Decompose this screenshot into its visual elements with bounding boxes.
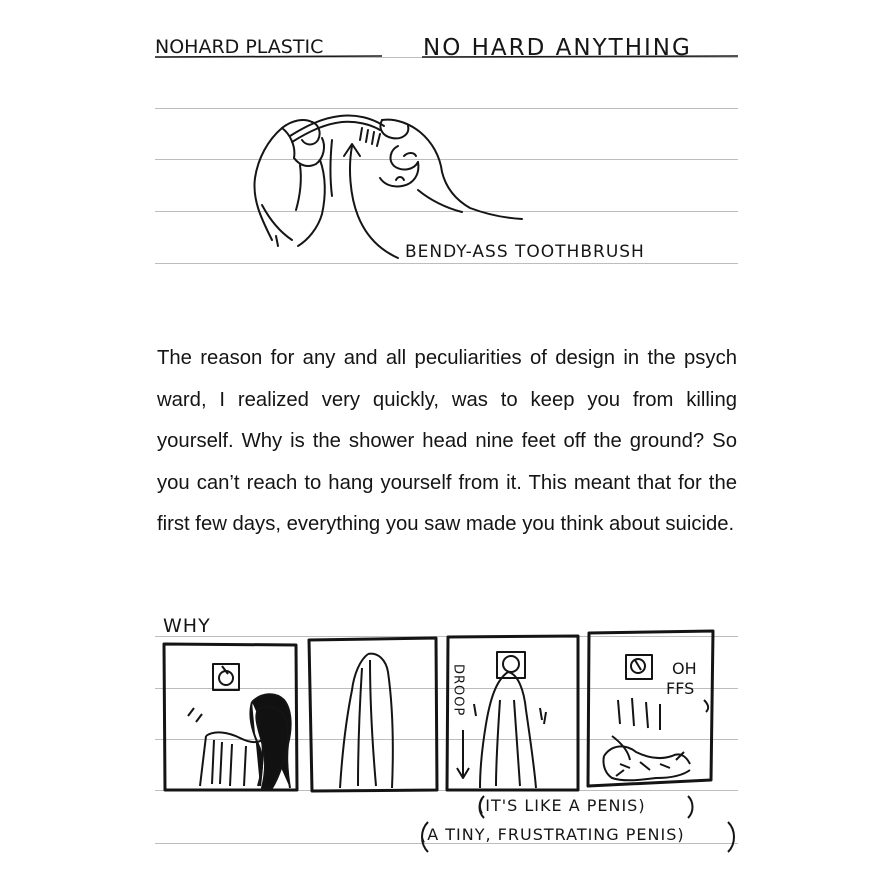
comic-strip: [164, 631, 713, 791]
heading-no-hard-plastic: NOHARD PLASTIC: [155, 36, 324, 58]
speech-pointer: [704, 700, 708, 712]
hanging-towel-icon: [340, 654, 393, 788]
caption-bendy-toothbrush: BENDY-ASS TOOTHBRUSH: [405, 242, 645, 262]
panel-4-ffs-text: FFS: [666, 679, 695, 698]
shower-head-icon: [213, 664, 239, 690]
heading-underline: [155, 56, 738, 57]
heading-no-hard-anything: NO HARD ANYTHING: [423, 35, 692, 61]
drooping-towel-icon: [474, 672, 546, 788]
fallen-towel-icon: [603, 698, 690, 780]
down-arrow-icon: [457, 730, 469, 778]
comic-panel-2: [309, 638, 437, 791]
panel-4-oh-text: OH: [672, 659, 697, 678]
body-paragraph: The reason for any and all peculiarities of design in the psych ward, I realized very quickly, was to keep you from killing yourself. Why is the shower head nine feet off the ground? So you can’t reach to hang yourself from it. This meant that for the first few days, everything you saw made you think about suicide.: [157, 347, 737, 535]
shower-head-icon: [626, 655, 652, 679]
hands-icon: [254, 115, 522, 258]
panel-3-droop-text: DROOP: [450, 664, 466, 717]
comic-caption-line2: (A TINY, FRUSTRATING PENIS): [420, 825, 685, 844]
comic-label-why: WHY: [163, 615, 211, 637]
comic-panel-3: [447, 636, 578, 790]
comic-caption-line1: (IT'S LIKE A PENIS): [478, 796, 646, 815]
